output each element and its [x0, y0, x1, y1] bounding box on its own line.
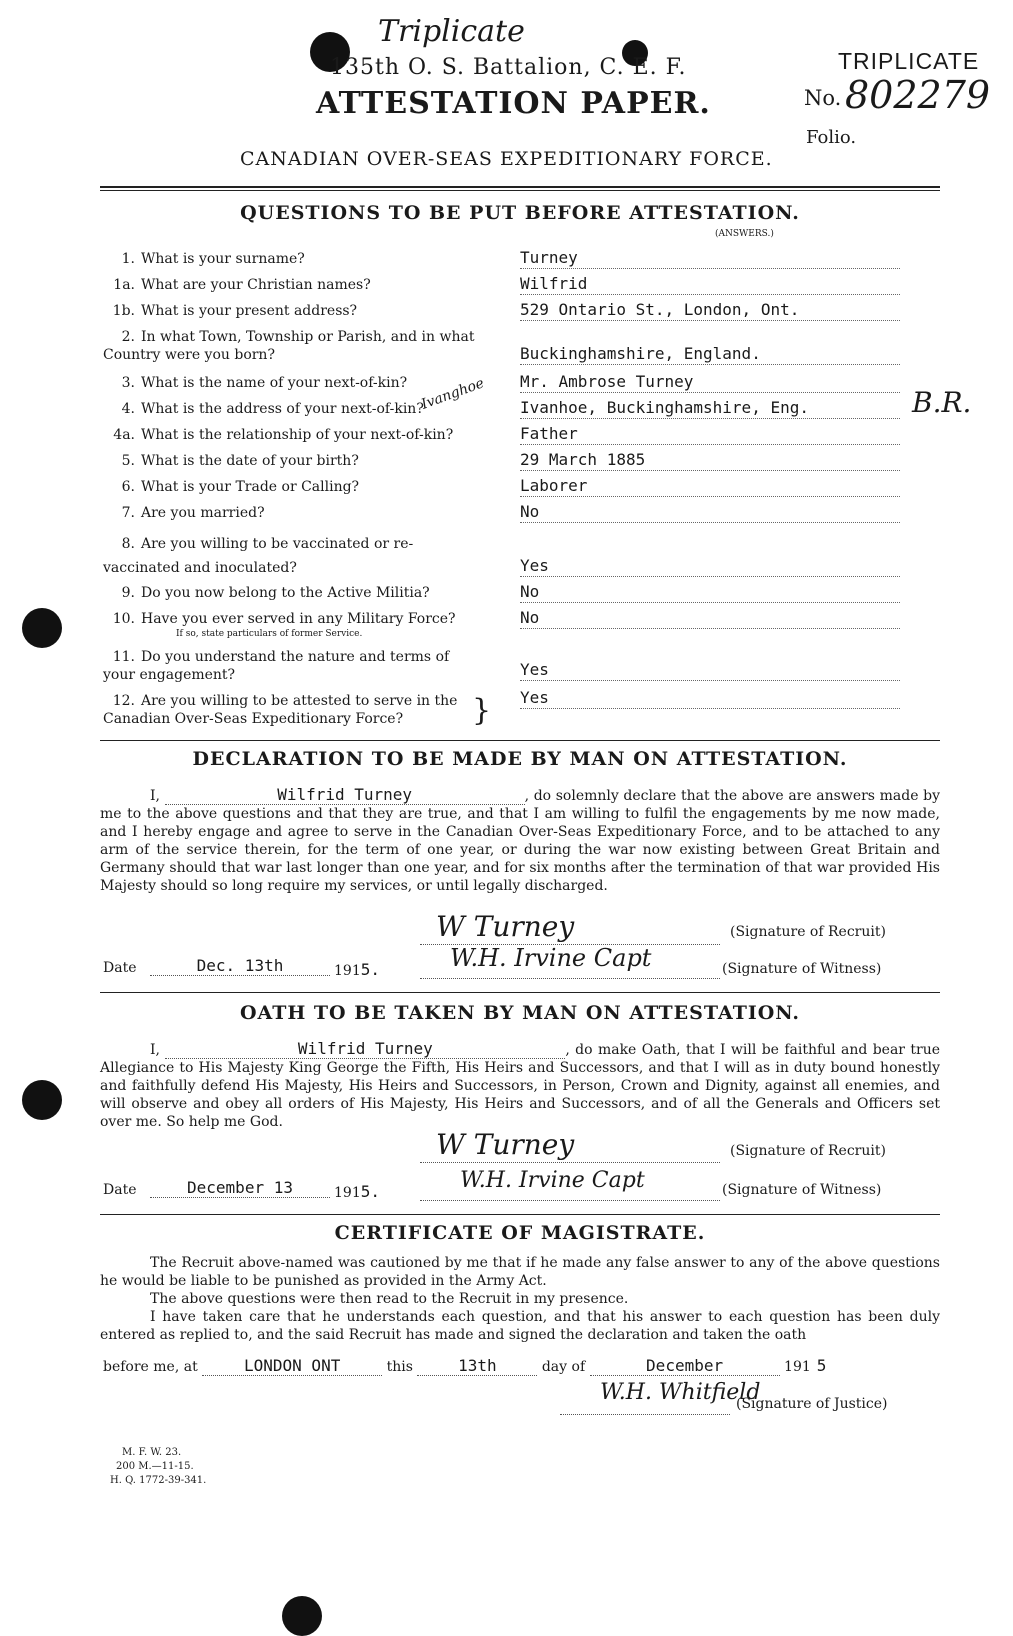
- question-12: 12. Are you willing to be attested to serve in the Canadian Over-Seas Expeditionary Force?: [103, 693, 458, 727]
- answer-next-of-kin: Mr. Ambrose Turney: [520, 372, 900, 393]
- answer-birthplace: Buckinghamshire, England.: [520, 344, 900, 365]
- answer-relationship: Father: [520, 424, 900, 445]
- divider: [100, 1214, 940, 1215]
- oath-heading: OATH TO BE TAKEN BY MAN ON ATTESTATION.: [239, 1002, 801, 1024]
- answer-address: 529 Ontario St., London, Ont.: [520, 300, 900, 321]
- answer-christian-names: Wilfrid: [520, 274, 900, 295]
- before-me-line: before me, at LONDON ONT this 13th day of December 191 5: [103, 1356, 827, 1375]
- answer-trade: Laborer: [520, 476, 900, 497]
- oath-witness-caption: (Signature of Witness): [722, 1182, 882, 1198]
- signature-line: [420, 1162, 720, 1163]
- question-3: 3. What is the name of your next-of-kin?: [121, 375, 408, 391]
- question-7: 7. Are you married?: [121, 505, 265, 521]
- answer-military-service: No: [520, 608, 900, 629]
- recruit-signature-oath: W Turney: [436, 1128, 575, 1161]
- correction-initials: B.R.: [912, 386, 972, 419]
- battalion-line: 135th O. S. Battalion, C. E. F.: [330, 55, 687, 80]
- answer-next-of-kin-address: Ivanhoe, Buckinghamshire, Eng.: [520, 398, 900, 419]
- oath-text: I, Wilfrid Turney , do make Oath, that I will be faithful and bear true Allegiance to His Majesty King George the Fifth, His Heirs and Successors, and that I will as in duty bound honestly and faithfully defend His Majesty, His Heirs and Successors, in Person, Crown and Dignity, against all enemies, and will observe and obey all orders of His Majesty, His Heirs and Successors, and of all the Generals and Officers set over me. So help me God.: [100, 1039, 940, 1130]
- certificate-para-2: The above questions were then read to the Recruit in my presence.: [150, 1291, 629, 1307]
- question-11: 11. Do you understand the nature and terms of your engagement?: [103, 649, 450, 683]
- certificate-day: 13th: [417, 1356, 537, 1376]
- triplicate-label: TRIPLICATE: [838, 48, 980, 74]
- certificate-place: LONDON ONT: [202, 1356, 382, 1376]
- declaration-name: Wilfrid Turney: [165, 786, 525, 805]
- signature-line: [560, 1414, 730, 1415]
- answer-surname: Turney: [520, 248, 900, 269]
- declaration-heading: DECLARATION TO BE MADE BY MAN ON ATTESTATION.: [192, 748, 848, 770]
- certificate-para-1: The Recruit above-named was cautioned by me that if he made any false answer to any of the above questions he would be liable to be punished as provided in the Army Act.: [100, 1255, 940, 1289]
- signature-line: [420, 978, 720, 979]
- answer-willing-to-serve: Yes: [520, 688, 900, 709]
- question-10-note: If so, state particulars of former Service.: [176, 629, 363, 639]
- answer-married: No: [520, 502, 900, 523]
- question-1: 1. What is your surname?: [121, 251, 305, 267]
- divider: [100, 190, 940, 191]
- oath-recruit-caption: (Signature of Recruit): [730, 1143, 886, 1159]
- answer-militia: No: [520, 582, 900, 603]
- recruit-caption: (Signature of Recruit): [730, 924, 886, 940]
- margin-correction: Ivanghoe: [419, 375, 487, 413]
- declaration-date-label: Date: [103, 960, 137, 976]
- witness-signature-declaration: W.H. Irvine Capt: [450, 944, 652, 972]
- question-1a: 1a. What are your Christian names?: [113, 277, 371, 293]
- regimental-number: 802279: [845, 73, 991, 117]
- question-8: 8. Are you willing to be vaccinated or re-vaccinated and inoculated?: [103, 536, 414, 576]
- form-code-2: 200 M.—11-15.: [116, 1461, 194, 1472]
- witness-signature-oath: W.H. Irvine Capt: [460, 1168, 645, 1193]
- declaration-date: Dec. 13th: [150, 956, 330, 976]
- justice-caption: (Signature of Justice): [736, 1396, 888, 1412]
- oath-date: December 13: [150, 1178, 330, 1198]
- question-6: 6. What is your Trade or Calling?: [121, 479, 360, 495]
- divider: [100, 186, 940, 188]
- oath-name: Wilfrid Turney: [165, 1040, 565, 1059]
- certificate-month: December: [590, 1356, 780, 1376]
- punch-hole-bottom: [282, 1596, 322, 1636]
- justice-signature: W.H. Whitfield: [600, 1380, 761, 1405]
- answers-label: (ANSWERS.): [715, 229, 774, 239]
- question-1b: 1b. What is your present address?: [112, 303, 358, 319]
- folio-label: Folio.: [806, 127, 857, 148]
- divider: [100, 992, 940, 993]
- oath-year: 1915.: [334, 1182, 380, 1201]
- oath-date-label: Date: [103, 1182, 137, 1198]
- punch-hole-left-lower: [22, 1080, 62, 1120]
- question-2: 2. In what Town, Township or Parish, and in what Country were you born?: [103, 329, 475, 363]
- declaration-year: 1915.: [334, 960, 380, 979]
- divider: [100, 740, 940, 741]
- number-label: No.: [804, 86, 842, 110]
- form-code-1: M. F. W. 23.: [122, 1447, 182, 1458]
- answer-vaccinated: Yes: [520, 556, 900, 577]
- punch-hole-left-upper: [22, 608, 62, 648]
- page-title: ATTESTATION PAPER.: [316, 86, 711, 121]
- certificate-para-3: I have taken care that he understands each question, and that his answer to each question has been duly entered as replied to, and the said Recruit has made and signed the declaration and taken the oath: [100, 1309, 940, 1343]
- handwritten-annotation: Triplicate: [378, 14, 525, 49]
- question-4: 4. What is the address of your next-of-kin?: [121, 401, 424, 417]
- witness-caption: (Signature of Witness): [722, 961, 882, 977]
- question-4a: 4a. What is the relationship of your next-of-kin?: [113, 427, 454, 443]
- question-9: 9. Do you now belong to the Active Militia?: [121, 585, 430, 601]
- form-code-3: H. Q. 1772-39-341.: [110, 1475, 207, 1486]
- questions-heading: QUESTIONS TO BE PUT BEFORE ATTESTATION.: [240, 202, 800, 224]
- signature-line: [420, 1200, 720, 1201]
- page-subtitle: CANADIAN OVER-SEAS EXPEDITIONARY FORCE.: [240, 148, 773, 170]
- answer-understand-terms: Yes: [520, 660, 900, 681]
- brace: }: [472, 693, 492, 728]
- certificate-heading: CERTIFICATE OF MAGISTRATE.: [334, 1222, 706, 1244]
- question-5: 5. What is the date of your birth?: [121, 453, 359, 469]
- recruit-signature-declaration: W Turney: [436, 910, 575, 943]
- answer-birth-date: 29 March 1885: [520, 450, 900, 471]
- declaration-text: I, Wilfrid Turney , do solemnly declare that the above are answers made by me to the above questions and that they are true, and that I am willing to fulfil the engagements by me now made, and I hereby engage and agree to serve in the Canadian Over-Seas Expeditionary Force, and to be attached to any arm of the service therein, for the term of one year, or during the war now existing between Great Britain and Germany should that war last longer than one year, and for six months after the termination of that war provided His Majesty should so long require my services, or until legally discharged.: [100, 785, 940, 894]
- question-10: 10. Have you ever served in any Military Force?: [112, 611, 456, 627]
